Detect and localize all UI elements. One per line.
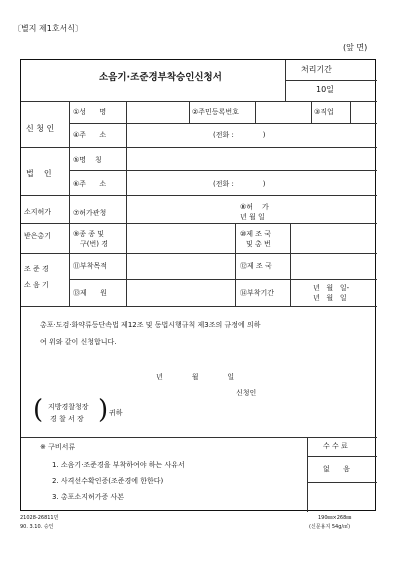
column-divider xyxy=(126,101,127,306)
form-title: 소음기·조준경부착승인신청서 xyxy=(99,72,222,83)
scope-section-label-bottom: 소 음 기 xyxy=(24,281,49,289)
gun-caliber-label: 구(번) 경 xyxy=(80,240,108,248)
applicant-name-label: ①성 명 xyxy=(73,108,107,116)
gun-section-label-top: 소지허가 xyxy=(24,208,52,216)
row-divider xyxy=(21,437,377,438)
column-divider xyxy=(189,101,190,123)
row-divider xyxy=(307,456,377,457)
row-divider xyxy=(285,80,377,81)
recipient-line-1: 지방경찰청장 xyxy=(48,403,89,411)
gun-maker-label: ⑩제 조 국 xyxy=(240,230,272,238)
gun-type-label: ⑨종 종 및 xyxy=(73,230,105,238)
fee-value: 없 음 xyxy=(323,465,350,473)
gun-serial-label: 및 총 번 xyxy=(246,240,271,248)
gun-section-label-bottom: 받은총기 xyxy=(24,232,52,240)
column-divider xyxy=(350,101,351,123)
permit-date-sub-label: 년 월 일 xyxy=(240,213,265,221)
attach-period-to: 년 월 일 xyxy=(313,294,347,302)
row-divider xyxy=(21,195,377,196)
row-divider xyxy=(21,101,377,102)
form-number: 〔별지 제1호서식〕 xyxy=(13,24,84,33)
applicant-signature-label: 신청인 xyxy=(236,389,257,397)
permit-date-label: ⑧허 가 xyxy=(240,203,269,211)
declaration-line-1: 총포·도검·화약류등단속법 제12조 및 동법시행규칙 제3조의 규정에 의하 xyxy=(40,321,261,329)
application-date: 년 월 일 xyxy=(156,373,235,381)
column-divider xyxy=(285,60,286,101)
paper-size: 190㎜×268㎜ xyxy=(318,515,352,521)
column-divider xyxy=(235,223,236,306)
paper-type: (신문용지 54g/㎡) xyxy=(309,524,351,530)
document-item: 2. 사격선수확인증(조준경에 한한다) xyxy=(52,477,164,485)
row-divider xyxy=(21,306,377,307)
attach-period-from: 년 월 일- xyxy=(313,284,350,292)
permit-office-label: ⑦허가관청 xyxy=(73,209,107,217)
row-divider xyxy=(69,123,377,124)
processing-period-label: 처리기간 xyxy=(301,65,332,74)
corporation-phone-label: (전화 : ) xyxy=(213,180,266,188)
column-divider xyxy=(255,101,256,123)
applicant-address-label: ④주 소 xyxy=(73,131,107,139)
document-item: 3. 총포소지허가증 사본 xyxy=(52,493,124,501)
recipient-right-bracket: ) xyxy=(98,395,109,425)
fee-label: 수 수 료 xyxy=(323,442,348,450)
corporation-address-label: ⑥주 소 xyxy=(73,180,107,188)
processing-period-value: 10일 xyxy=(316,85,334,94)
row-divider xyxy=(69,170,377,171)
resident-number-label: ②주민등록번호 xyxy=(192,108,239,116)
column-divider xyxy=(290,223,291,306)
column-divider xyxy=(311,101,312,123)
scope-spec-label: ⑬제 원 xyxy=(73,289,107,297)
recipient-suffix: 귀하 xyxy=(109,409,123,417)
document-item: 1. 소음기·조준경을 부착하여야 하는 사유서 xyxy=(52,461,185,469)
corporation-name-label: ⑤명 칭 xyxy=(73,156,102,164)
scope-section-label-top: 조 준 경 xyxy=(24,265,49,273)
occupation-label: ③직업 xyxy=(314,108,334,116)
declaration-line-2: 여 위와 같이 신청합니다. xyxy=(40,338,117,346)
scope-country-label: ⑫제 조 국 xyxy=(240,262,272,270)
approval-date: 90. 3.10. 승인 xyxy=(20,524,54,530)
applicant-section-label: 신 청 인 xyxy=(26,124,55,133)
row-divider xyxy=(21,223,377,224)
attach-purpose-label: ⑪부착목적 xyxy=(73,262,108,270)
row-divider xyxy=(307,482,377,483)
applicant-phone-label: (전화 : ) xyxy=(213,131,266,139)
attach-period-label: ⑭부착기간 xyxy=(240,289,275,297)
recipient-left-bracket: ( xyxy=(33,395,44,425)
recipient-line-2: 경 찰 서 장 xyxy=(50,415,84,423)
column-divider xyxy=(69,101,70,306)
form-code: 21028-26811민 xyxy=(20,515,59,521)
row-divider xyxy=(69,279,377,280)
page-side-label: (앞 면) xyxy=(343,43,368,52)
documents-title: ※ 구비서류 xyxy=(40,443,76,451)
row-divider xyxy=(21,253,377,254)
corporation-section-label: 법 인 xyxy=(26,169,52,178)
row-divider xyxy=(21,147,377,148)
column-divider xyxy=(307,437,308,512)
